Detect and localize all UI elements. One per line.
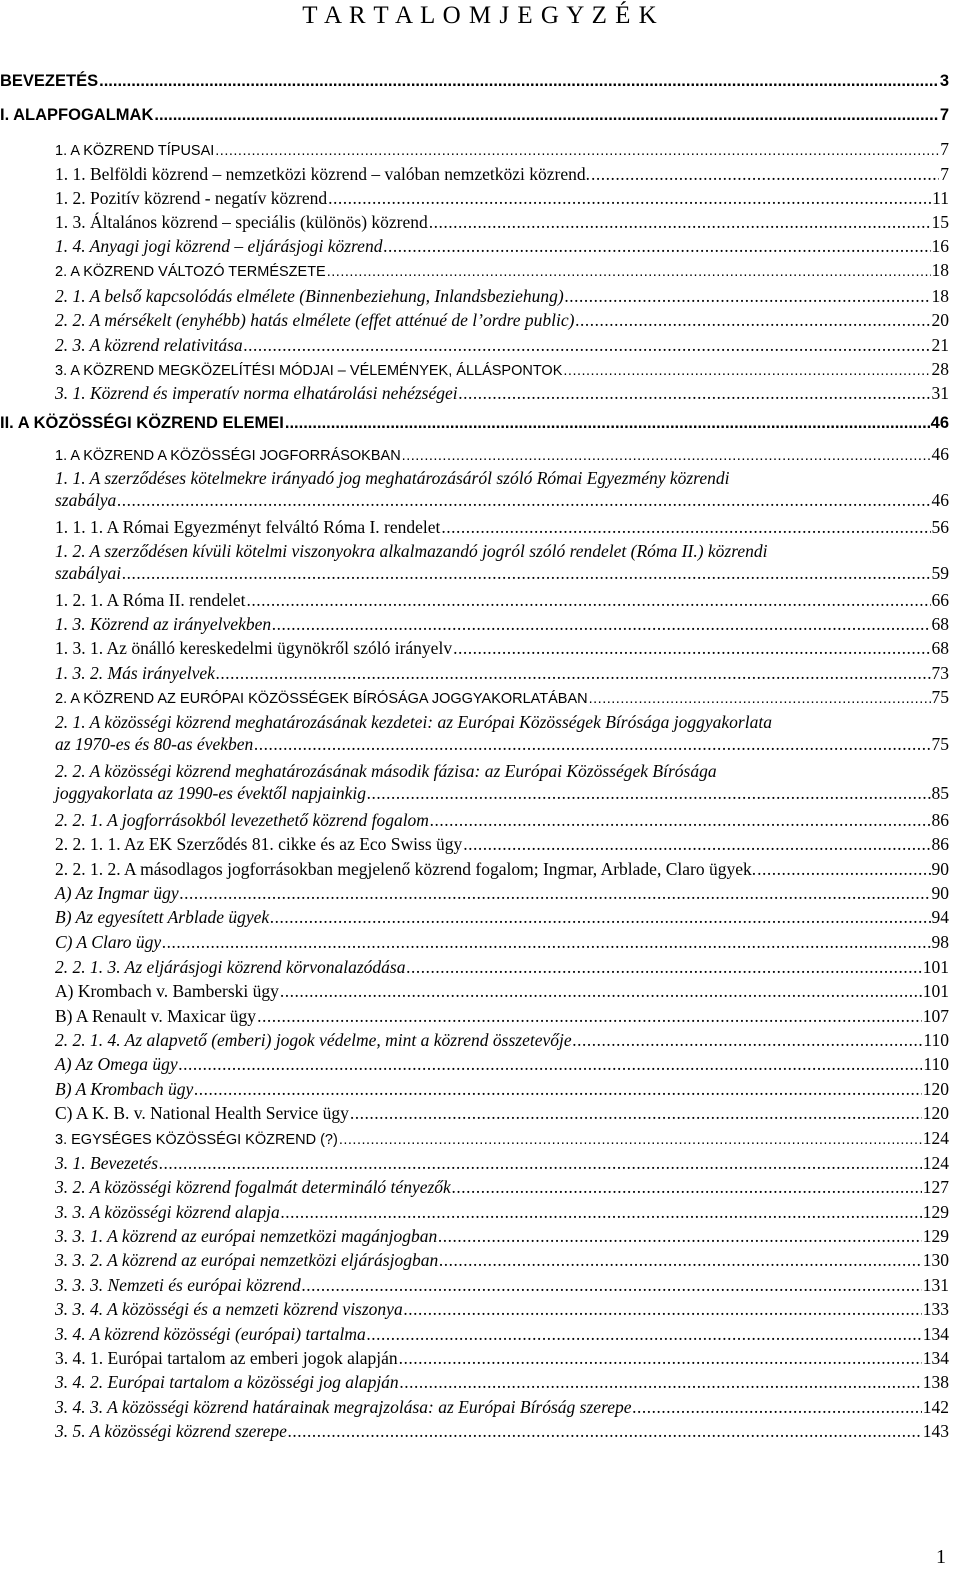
toc-entry-title: 1. 2. A szerződésen kívüli kötelmi viszonyokra alkalmazandó jogról szóló rendelet (Róma II.) közrendi <box>55 541 768 561</box>
dot-leader <box>404 1298 922 1320</box>
toc-entry-title: 3. 3. 2. A közrend az európai nemzetközi eljárásjogban <box>55 1250 439 1270</box>
toc-entry[interactable] <box>55 1420 949 1442</box>
toc-entry-page: 110 <box>923 1054 949 1074</box>
toc-entry-title: 1. 4. Anyagi jogi közrend – eljárásjogi közrend <box>55 236 383 256</box>
toc-entry-page: 56 <box>931 517 949 537</box>
dot-leader <box>288 1420 922 1442</box>
toc-entry[interactable] <box>55 1225 949 1247</box>
dot-leader <box>327 261 931 283</box>
toc-entry-title: 3. 5. A közösségi közrend szerepe <box>55 1421 287 1441</box>
dot-leader <box>281 1201 922 1223</box>
dot-leader <box>247 589 931 611</box>
toc-entry-page: 98 <box>931 932 949 952</box>
toc-entry-title: BEVEZETÉS <box>0 72 99 90</box>
toc-entry-page: 68 <box>931 638 949 658</box>
dot-leader <box>459 382 931 404</box>
dot-leader <box>122 562 930 584</box>
dot-leader <box>633 1396 922 1418</box>
toc-entry-page: 138 <box>922 1372 949 1392</box>
toc-entry-page: 107 <box>922 1006 949 1026</box>
toc-entry-title: 2. 2. 1. 3. Az eljárásjogi közrend körvonalazódása <box>55 957 406 977</box>
toc-entry[interactable] <box>55 809 949 831</box>
toc-entry-title: 3. 4. A közrend közösségi (európai) tartalma <box>55 1324 366 1344</box>
toc-entry[interactable] <box>55 138 949 162</box>
toc-entry-title: 3. EGYSÉGES KÖZÖSSÉGI KÖZREND (?) <box>55 1132 338 1148</box>
toc-entry-page: 46 <box>931 490 949 510</box>
dot-leader <box>439 1249 922 1271</box>
dot-leader <box>429 211 931 233</box>
toc-entry[interactable] <box>55 637 949 659</box>
dot-leader <box>194 1078 922 1100</box>
toc-entry-title: 1. 3. 2. Más irányelvek <box>55 663 215 683</box>
toc-entry-title: 3. 1. Közrend és imperatív norma elhatárolási nehézségei <box>55 383 458 403</box>
toc-entry[interactable] <box>55 882 949 904</box>
toc-entry-page: 75 <box>931 734 949 754</box>
toc-entry-page: 46 <box>930 414 949 432</box>
toc-entry[interactable] <box>55 516 949 538</box>
dot-leader <box>441 516 930 538</box>
toc-entry-title: 1. 3. Általános közrend – speciális (különös) közrend <box>55 212 428 232</box>
toc-entry-title: 3. 2. A közösségi közrend fogalmát determináló tényezők <box>55 1177 451 1197</box>
toc-entry-page: 31 <box>931 383 949 403</box>
toc-entry-page: 28 <box>931 359 949 379</box>
toc-entry-title: 2. 2. A mérsékelt (enyhébb) hatás elmélete (effet atténué de l’ordre public) <box>55 310 575 330</box>
toc-entry-page: 18 <box>931 260 949 280</box>
toc-entry-page: 101 <box>922 981 949 1001</box>
toc-entry-page: 94 <box>931 907 949 927</box>
dot-leader <box>563 360 930 382</box>
toc-entry-title: 1. 1. Belföldi közrend – nemzetközi közrend – valóban nemzetközi közrend. <box>55 164 591 184</box>
toc-entry-title: 2. A KÖZREND VÁLTOZÓ TERMÉSZETE <box>55 264 326 280</box>
toc-entry[interactable] <box>0 70 949 92</box>
dot-leader <box>453 637 930 659</box>
toc-entry[interactable] <box>55 589 949 611</box>
toc-entry-page: 133 <box>922 1299 949 1319</box>
toc-entry-title: A) Az Omega ügy <box>55 1054 178 1074</box>
toc-entry-title: 2. 2. 1. A jogforrásokból levezethető közrend fogalom <box>55 810 429 830</box>
toc-entry[interactable] <box>55 686 949 710</box>
dot-leader <box>367 1323 922 1345</box>
toc-entry-title: 3. 4. 2. Európai tartalom a közösségi jog alapján <box>55 1372 399 1392</box>
toc-entry-title: 2. 2. 1. 2. A másodlagos jogforrásokban megjelenő közrend fogalom; Ingmar, Arblade, Claro ügyek. <box>55 859 757 879</box>
dot-leader <box>117 489 930 511</box>
toc-entry[interactable] <box>55 443 949 467</box>
toc-entry-title: 1. 3. 1. Az önálló kereskedelmi ügynökről szóló irányelv <box>55 638 453 658</box>
toc-entry[interactable] <box>55 235 949 257</box>
toc-entry-page: 73 <box>931 663 949 683</box>
toc-entry-page: 127 <box>922 1177 949 1197</box>
toc-entry[interactable] <box>55 382 949 404</box>
toc-entry-title: 3. 3. 1. A közrend az európai nemzetközi magánjogban <box>55 1226 438 1246</box>
toc-entry-title: 1. 2. Pozitív közrend - negatív közrend <box>55 188 328 208</box>
toc-entry-page: 120 <box>922 1103 949 1123</box>
toc-entry[interactable] <box>55 1347 949 1369</box>
toc-entry-page: 90 <box>931 883 949 903</box>
toc-entry[interactable] <box>55 259 949 283</box>
dot-leader <box>589 688 931 710</box>
toc-entry[interactable] <box>55 1249 949 1271</box>
toc-entry[interactable] <box>55 540 949 584</box>
dot-leader <box>99 70 939 92</box>
toc-entry-page: 101 <box>922 957 949 977</box>
toc-entry-page: 129 <box>922 1226 949 1246</box>
toc-entry[interactable] <box>55 1176 949 1198</box>
toc-entry-page: 124 <box>922 1128 949 1148</box>
dot-leader <box>591 163 939 185</box>
toc-entry-page: 86 <box>931 810 949 830</box>
toc-entry-page: 129 <box>922 1202 949 1222</box>
toc-entry-title: 3. 1. Bevezetés <box>55 1153 159 1173</box>
toc-entry[interactable] <box>55 1371 949 1393</box>
toc-entry-title: C) A K. B. v. National Health Service ügy <box>55 1103 349 1123</box>
toc-entry[interactable] <box>55 467 949 511</box>
dot-leader <box>438 1225 922 1247</box>
dot-leader <box>302 1274 922 1296</box>
dot-leader <box>402 445 931 467</box>
toc-entry[interactable] <box>55 211 949 233</box>
toc-entry-page: 16 <box>931 236 949 256</box>
dot-leader <box>159 1152 922 1174</box>
toc-entry[interactable] <box>55 1078 949 1100</box>
toc-entry-title: 3. 3. 4. A közösségi és a nemzeti közrend viszonya <box>55 1299 403 1319</box>
toc-entry-page: 59 <box>931 563 949 583</box>
toc-entry-page: 124 <box>922 1153 949 1173</box>
dot-leader <box>573 1029 923 1051</box>
toc-entry-page: 7 <box>939 106 949 124</box>
toc-entry[interactable] <box>55 1053 949 1075</box>
toc-entry-page: 11 <box>932 188 949 208</box>
dot-leader <box>270 906 930 928</box>
toc-entry-title: 3. A KÖZREND MEGKÖZELÍTÉSI MÓDJAI – VÉLEMÉNYEK, ÁLLÁSPONTOK <box>55 363 563 379</box>
dot-leader <box>244 334 931 356</box>
toc-entry-page: 134 <box>922 1348 949 1368</box>
toc-entry-title: A) Az Ingmar ügy <box>55 883 179 903</box>
toc-entry-title: 1. 1. A szerződéses kötelmekre irányadó jog meghatározásáról szóló Római Egyezmény közrendi <box>55 468 730 488</box>
dot-leader <box>430 809 931 831</box>
toc-entry-title-continuation: az 1970-es és 80-as években <box>55 734 254 754</box>
toc-entry-page: 134 <box>922 1324 949 1344</box>
toc-entry-title: 2. 2. 1. 1. Az EK Szerződés 81. cikke és az Eco Swiss ügy <box>55 834 463 854</box>
toc-entry[interactable] <box>55 1127 949 1151</box>
dot-leader <box>215 140 939 162</box>
toc-entry[interactable] <box>55 163 949 185</box>
toc-entry[interactable] <box>55 906 949 928</box>
toc-entry[interactable] <box>55 1396 949 1418</box>
dot-leader <box>565 285 931 307</box>
toc-entry-title: 1. A KÖZREND A KÖZÖSSÉGI JOGFORRÁSOKBAN <box>55 448 401 464</box>
dot-leader <box>280 980 922 1002</box>
toc-entry[interactable] <box>55 760 949 804</box>
dot-leader <box>399 1347 922 1369</box>
toc-entry-title: 1. 2. 1. A Róma II. rendelet <box>55 590 246 610</box>
toc-entry-page: 120 <box>922 1079 949 1099</box>
toc-entry[interactable] <box>55 358 949 382</box>
toc-entry[interactable] <box>0 104 949 126</box>
toc-entry[interactable] <box>55 1298 949 1320</box>
toc-entry-page: 130 <box>922 1250 949 1270</box>
dot-leader <box>180 882 931 904</box>
toc-entry-page: 15 <box>931 212 949 232</box>
toc-entry-title-continuation: szabályai <box>55 563 122 583</box>
toc-entry-title: I. ALAPFOGALMAK <box>0 106 154 124</box>
toc-entry[interactable] <box>55 711 949 755</box>
dot-leader <box>272 613 930 635</box>
toc-entry-title: A) Krombach v. Bamberski ügy <box>55 981 279 1001</box>
toc-entry[interactable] <box>55 1029 949 1051</box>
toc-entry-page: 21 <box>931 335 949 355</box>
toc-entry[interactable] <box>55 662 949 684</box>
toc-entry-title: 2. 3. A közrend relativitása <box>55 335 243 355</box>
toc-entry-title: 2. 1. A közösségi közrend meghatározásának kezdetei: az Európai Közösségek Bírósága joggyakorlata <box>55 712 772 732</box>
dot-leader <box>463 833 930 855</box>
toc-entry[interactable] <box>55 1005 949 1027</box>
toc-entry-page: 110 <box>923 1030 949 1050</box>
toc-entry-page: 86 <box>931 834 949 854</box>
toc-entry-title: 2. 1. A belső kapcsolódás elmélete (Binnenbeziehung, Inlandsbeziehung) <box>55 286 564 306</box>
toc-entry[interactable] <box>55 334 949 356</box>
toc-entry-page: 142 <box>922 1397 949 1417</box>
toc-entry[interactable] <box>55 613 949 635</box>
toc-entry-title-continuation: joggyakorlata az 1990-es évektől napjainkig <box>55 783 367 803</box>
toc-entry-title: II. A KÖZÖSSÉGI KÖZREND ELEMEI <box>0 414 284 432</box>
toc-entry-title: C) A Claro ügy <box>55 932 162 952</box>
dot-leader <box>575 309 930 331</box>
toc-entry-page: 131 <box>922 1275 949 1295</box>
dot-leader <box>757 858 930 880</box>
dot-leader <box>328 187 931 209</box>
dot-leader <box>339 1129 922 1151</box>
toc-entry-page: 18 <box>931 286 949 306</box>
dot-leader <box>285 412 930 434</box>
toc-entry-title: 3. 3. 3. Nemzeti és európai közrend <box>55 1275 301 1295</box>
dot-leader <box>179 1053 923 1075</box>
dot-leader <box>452 1176 922 1198</box>
dot-leader <box>216 662 931 684</box>
toc-entry-page: 68 <box>931 614 949 634</box>
toc-entry-page: 7 <box>940 139 949 159</box>
dot-leader <box>257 1005 922 1027</box>
toc-entry-page: 90 <box>931 859 949 879</box>
toc-entry-title: 1. 1. 1. A Római Egyezményt felváltó Róma I. rendelet <box>55 517 441 537</box>
toc-entry-title: B) Az egyesített Arblade ügyek <box>55 907 270 927</box>
toc-entry-page: 7 <box>940 164 949 184</box>
page-number: 1 <box>936 1546 946 1568</box>
toc-entry[interactable] <box>55 1102 949 1124</box>
toc-entry-title: 1. 3. Közrend az irányelvekben <box>55 614 272 634</box>
toc-entry-page: 3 <box>939 72 949 90</box>
toc-entry[interactable] <box>0 412 949 434</box>
toc-entry[interactable] <box>55 1152 949 1174</box>
toc-entry[interactable] <box>55 285 949 307</box>
dot-leader <box>154 104 938 126</box>
toc-entry-page: 75 <box>931 687 949 707</box>
toc-entry[interactable] <box>55 1274 949 1296</box>
dot-leader <box>406 956 921 978</box>
dot-leader <box>383 235 930 257</box>
dot-leader <box>162 931 930 953</box>
page-title: T A R T A L O M J E G Y Z É K <box>302 2 658 29</box>
toc-entry-title: B) A Renault v. Maxicar ügy <box>55 1006 257 1026</box>
toc-entry[interactable] <box>55 980 949 1002</box>
toc-entry[interactable] <box>55 858 949 880</box>
toc-entry[interactable] <box>55 833 949 855</box>
dot-leader <box>350 1102 922 1124</box>
toc-entry[interactable] <box>55 1323 949 1345</box>
toc-entry-title: B) A Krombach ügy <box>55 1079 194 1099</box>
toc-entry-title: 3. 4. 3. A közösségi közrend határainak megrajzolása: az Európai Bíróság szerepe <box>55 1397 632 1417</box>
toc-entry-title: 3. 4. 1. Európai tartalom az emberi jogok alapján <box>55 1348 398 1368</box>
toc-entry-title: 2. 2. 1. 4. Az alapvető (emberi) jogok védelme, mint a közrend összetevője <box>55 1030 572 1050</box>
toc-entry-page: 66 <box>931 590 949 610</box>
toc-entry[interactable] <box>55 931 949 953</box>
toc-entry-page: 143 <box>922 1421 949 1441</box>
toc-entry[interactable] <box>55 956 949 978</box>
dot-leader <box>254 733 930 755</box>
toc-entry[interactable] <box>55 309 949 331</box>
toc-entry-page: 46 <box>931 444 949 464</box>
toc-entry-title: 1. A KÖZREND TÍPUSAI <box>55 143 215 159</box>
toc-entry-title: 3. 3. A közösségi közrend alapja <box>55 1202 280 1222</box>
dot-leader <box>400 1371 922 1393</box>
toc-entry-title: 2. 2. A közösségi közrend meghatározásának második fázisa: az Európai Közösségek Bírósága <box>55 761 717 781</box>
toc-entry-page: 85 <box>931 783 949 803</box>
toc-entry-title-continuation: szabálya <box>55 490 117 510</box>
toc-entry-page: 20 <box>931 310 949 330</box>
toc-entry-title: 2. A KÖZREND AZ EURÓPAI KÖZÖSSÉGEK BÍRÓSÁGA JOGGYAKORLATÁBAN <box>55 691 588 707</box>
dot-leader <box>367 782 930 804</box>
toc-entry[interactable] <box>55 187 949 209</box>
toc-entry[interactable] <box>55 1201 949 1223</box>
